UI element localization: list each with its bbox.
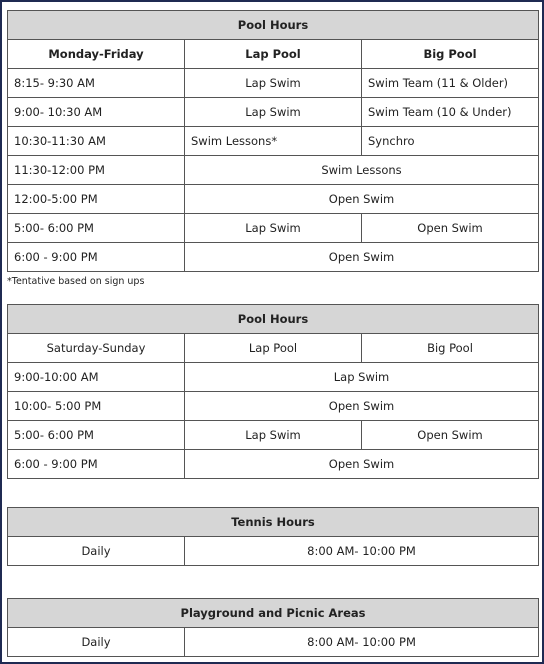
time-cell: 5:00- 6:00 PM — [8, 214, 185, 243]
both-pools-cell: Open Swim — [185, 185, 539, 214]
table-title: Tennis Hours — [8, 508, 539, 537]
both-pools-cell: Swim Lessons — [185, 156, 539, 185]
table-row — [8, 363, 539, 392]
lap-pool-cell: Lap Swim — [185, 214, 362, 243]
lap-pool-cell: Lap Swim — [185, 421, 362, 450]
time-cell: 5:00- 6:00 PM — [8, 421, 185, 450]
time-cell: 12:00-5:00 PM — [8, 185, 185, 214]
footnote: *Tentative based on sign ups — [7, 276, 145, 287]
weekend-pool-hours-table — [7, 304, 539, 479]
table-row — [8, 98, 539, 127]
time-cell: 6:00 - 9:00 PM — [8, 450, 185, 479]
table-row — [8, 156, 539, 185]
column-header-big-pool: Big Pool — [362, 40, 539, 69]
playground-hours-table — [7, 598, 539, 657]
table-row — [8, 214, 539, 243]
time-cell: 11:30-12:00 PM — [8, 156, 185, 185]
column-header-lap-pool: Lap Pool — [185, 40, 362, 69]
table-title-row — [8, 11, 539, 40]
time-cell: 10:30-11:30 AM — [8, 127, 185, 156]
table-row — [8, 127, 539, 156]
tennis-hours-table — [7, 507, 539, 566]
table-title: Pool Hours — [8, 305, 539, 334]
day-cell: Daily — [8, 628, 185, 657]
hours-cell: 8:00 AM- 10:00 PM — [185, 628, 539, 657]
day-cell: Daily — [8, 537, 185, 566]
table-row — [8, 450, 539, 479]
lap-pool-cell: Swim Lessons* — [185, 127, 362, 156]
lap-pool-cell: Lap Swim — [185, 69, 362, 98]
time-cell: 8:15- 9:30 AM — [8, 69, 185, 98]
big-pool-cell: Swim Team (10 & Under) — [362, 98, 539, 127]
time-cell: 9:00- 10:30 AM — [8, 98, 185, 127]
table-row — [8, 421, 539, 450]
column-header-days: Saturday-Sunday — [8, 334, 185, 363]
table-title: Pool Hours — [8, 11, 539, 40]
table-title: Playground and Picnic Areas — [8, 599, 539, 628]
time-cell: 6:00 - 9:00 PM — [8, 243, 185, 272]
table-row — [8, 69, 539, 98]
big-pool-cell: Synchro — [362, 127, 539, 156]
big-pool-cell: Swim Team (11 & Older) — [362, 69, 539, 98]
table-title-row — [8, 305, 539, 334]
table-row — [8, 628, 539, 657]
lap-pool-cell: Lap Swim — [185, 98, 362, 127]
table-header-row — [8, 334, 539, 363]
table-title-row — [8, 508, 539, 537]
hours-cell: 8:00 AM- 10:00 PM — [185, 537, 539, 566]
big-pool-cell: Open Swim — [362, 214, 539, 243]
column-header-days: Monday-Friday — [8, 40, 185, 69]
table-row — [8, 185, 539, 214]
weekday-pool-hours-table — [7, 10, 539, 272]
big-pool-cell: Open Swim — [362, 421, 539, 450]
time-cell: 10:00- 5:00 PM — [8, 392, 185, 421]
column-header-big-pool: Big Pool — [362, 334, 539, 363]
both-pools-cell: Open Swim — [185, 450, 539, 479]
both-pools-cell: Open Swim — [185, 392, 539, 421]
table-title-row — [8, 599, 539, 628]
both-pools-cell: Open Swim — [185, 243, 539, 272]
table-row — [8, 392, 539, 421]
table-row — [8, 243, 539, 272]
column-header-lap-pool: Lap Pool — [185, 334, 362, 363]
both-pools-cell: Lap Swim — [185, 363, 539, 392]
time-cell: 9:00-10:00 AM — [8, 363, 185, 392]
table-header-row — [8, 40, 539, 69]
table-row — [8, 537, 539, 566]
